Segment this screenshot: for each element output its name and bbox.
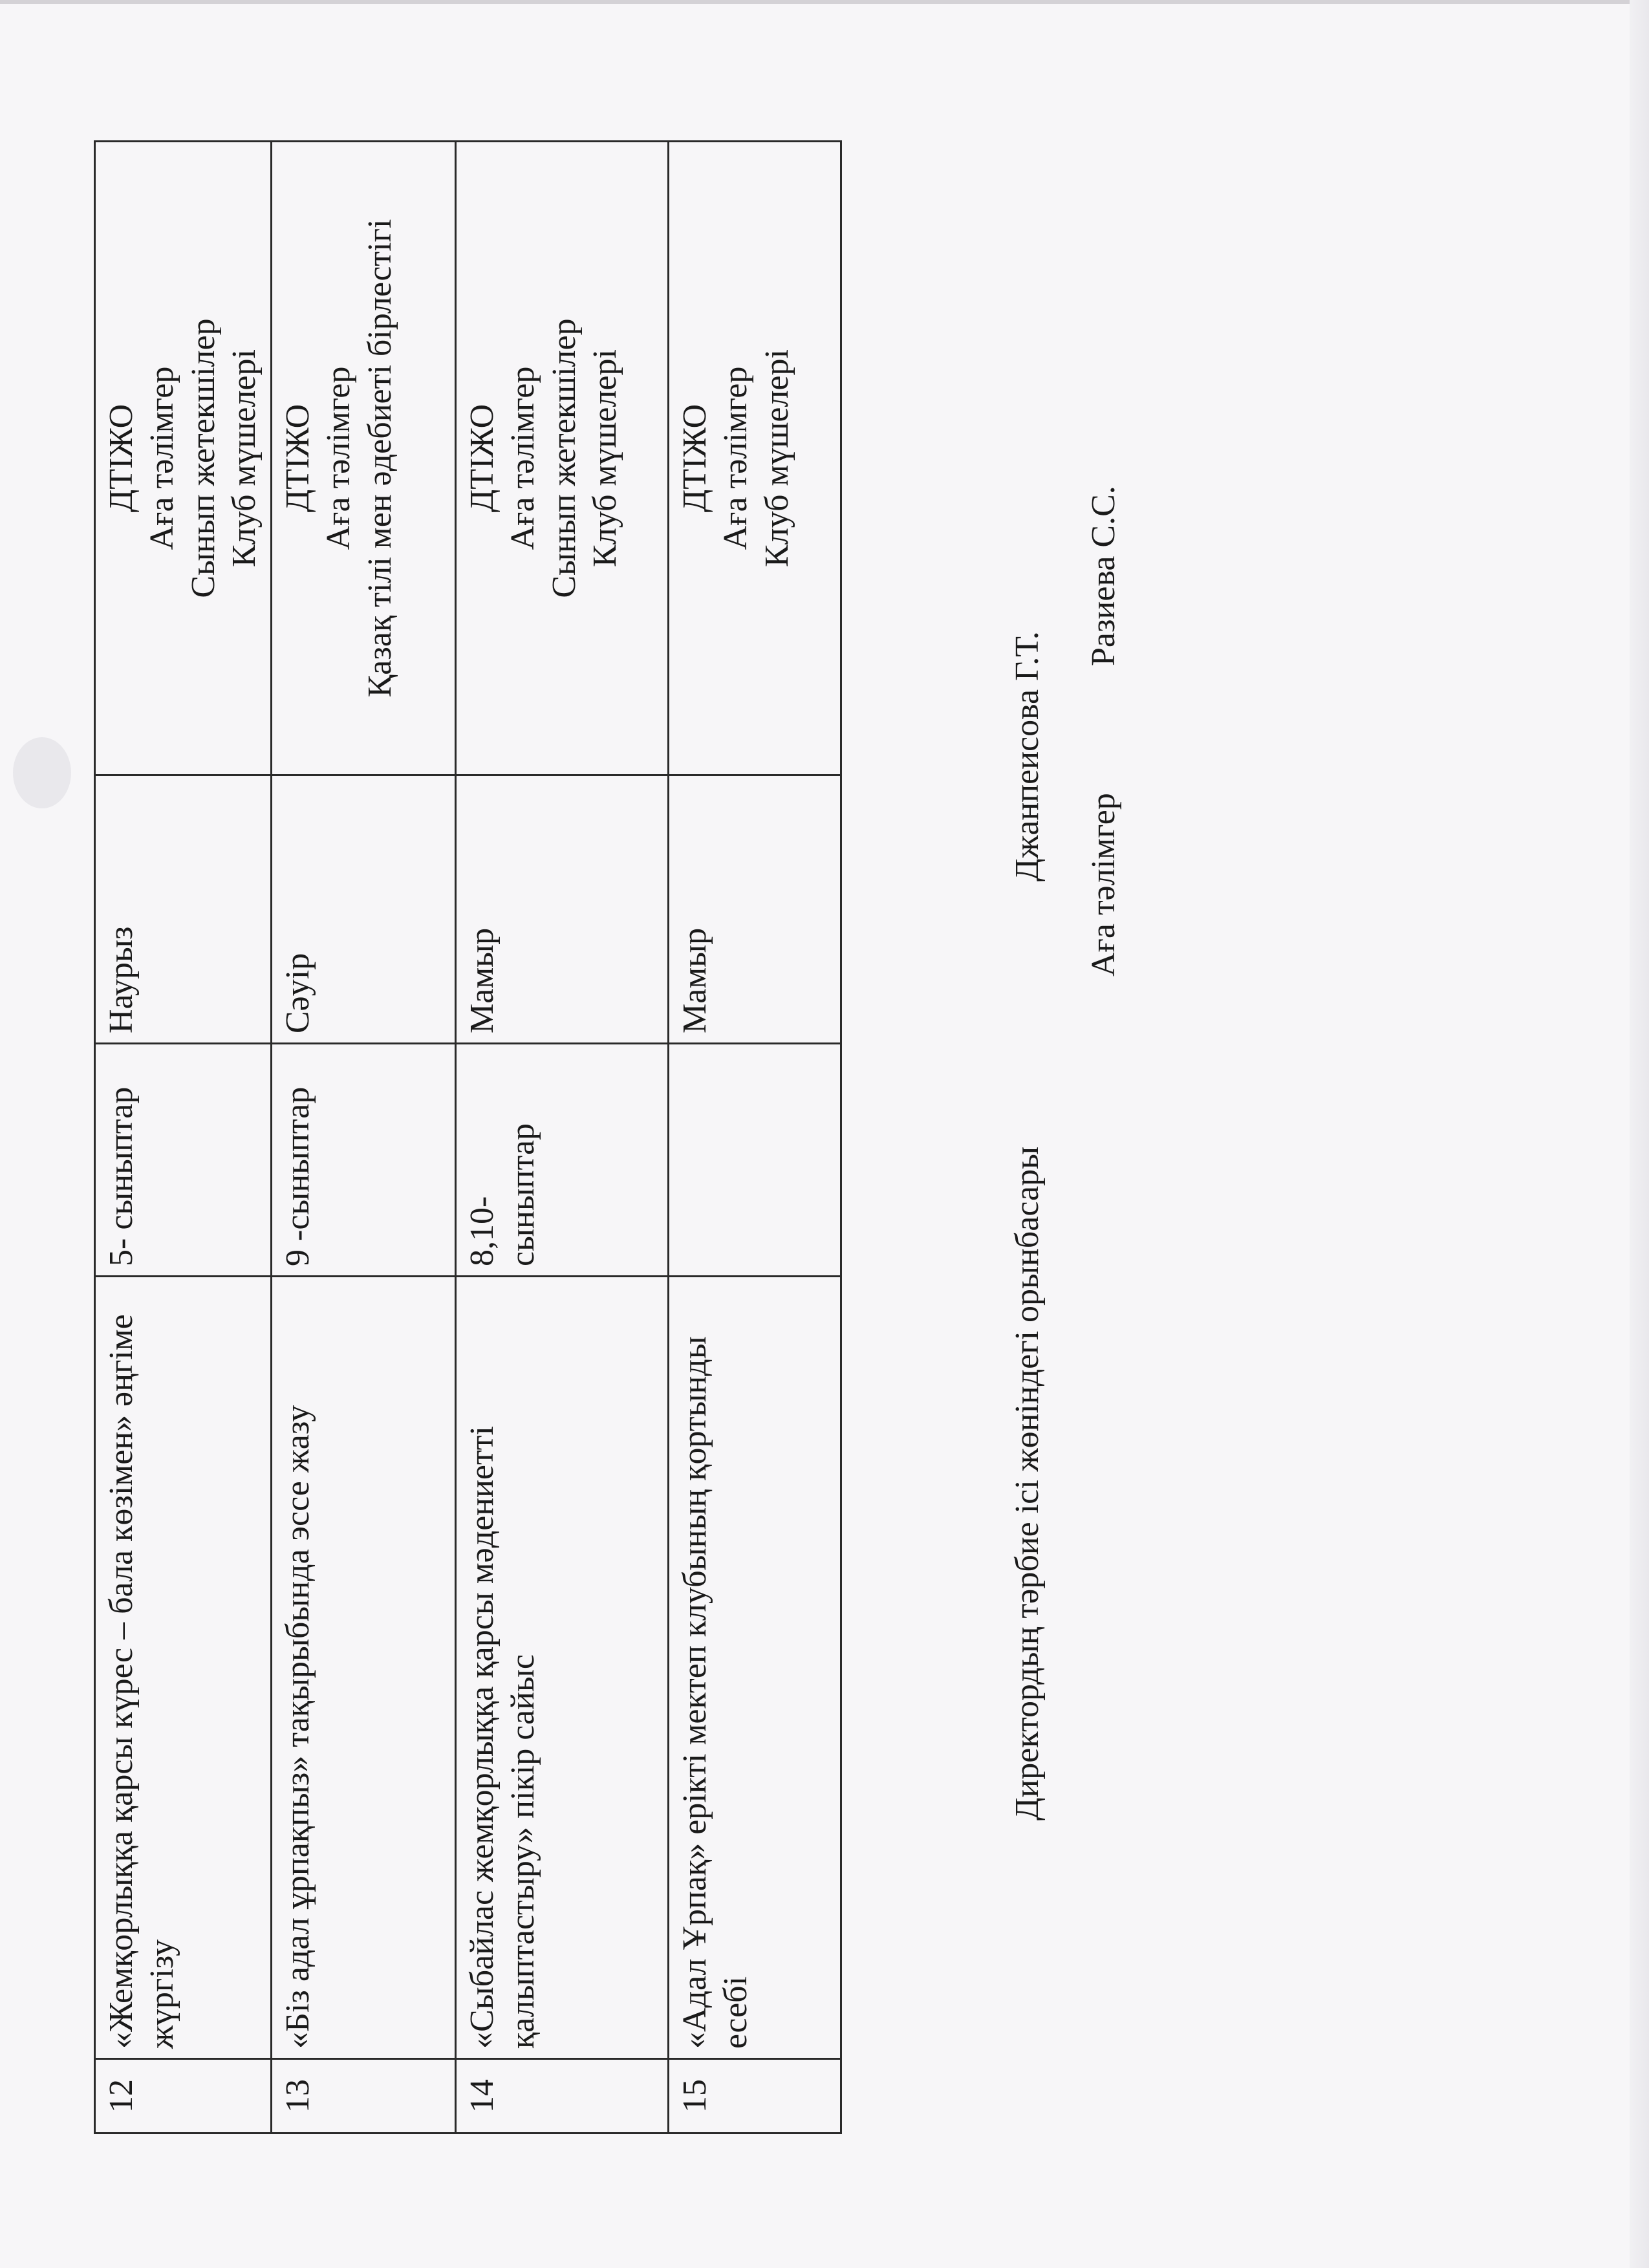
- responsible-line: Аға тәлімгер: [144, 366, 181, 550]
- participants-cell: 8,10- сыныптар: [455, 1044, 668, 1277]
- row-number: 13: [271, 2059, 455, 2133]
- event-cell: «Біз адал ұрпақпыз» тақырыбында эссе жазу: [271, 1277, 455, 2059]
- deputy-director-role: Директордың тәрбие ісі жөніндегі орынбасары: [1009, 1146, 1046, 1820]
- table-row: [95, 142, 272, 2133]
- responsible-line: Сынып жетекшілер: [545, 318, 583, 598]
- deputy-director-name: Джанпеисова Г.Т.: [1009, 631, 1046, 881]
- responsible-cell: [95, 142, 272, 775]
- date-cell: Сәуір: [271, 775, 455, 1044]
- responsible-line: ДТІЖО: [103, 404, 140, 513]
- table-row: [668, 142, 841, 2133]
- event-cell: «Сыбайлас жемқорлыққа қарсы мәдениетті қалыптастыру» пікір сайыс: [455, 1277, 668, 2059]
- responsible-line: Қазақ тілі мен әдебиеті бірлестігі: [361, 219, 398, 698]
- plan-table: [94, 140, 842, 2134]
- participants-cell: 5- сыныптар: [95, 1044, 272, 1277]
- responsible-line: Аға тәлімгер: [320, 366, 358, 550]
- date-cell: Мамыр: [455, 775, 668, 1044]
- senior-counselor-name: Разиева С.С.: [1085, 486, 1122, 666]
- senior-counselor-role: Аға тәлімгер: [1085, 793, 1122, 977]
- date-cell: Наурыз: [95, 775, 272, 1044]
- responsible-line: Клуб мүшелері: [226, 349, 263, 567]
- responsible-cell: [271, 142, 455, 775]
- responsible-line: Клуб мүшелері: [758, 349, 795, 567]
- scan-top-edge: [0, 0, 1649, 4]
- responsible-line: Сынып жетекшілер: [184, 318, 222, 598]
- row-number: 15: [668, 2059, 841, 2133]
- scan-right-edge: [1630, 0, 1649, 2268]
- table-row: [271, 142, 455, 2133]
- responsible-line: Аға тәлімгер: [504, 366, 542, 550]
- participants-cell: [668, 1044, 841, 1277]
- responsible-line: ДТІЖО: [463, 404, 501, 513]
- responsible-line: ДТІЖО: [676, 404, 713, 513]
- date-cell: Мамыр: [668, 775, 841, 1044]
- rotated-page: [94, 26, 1549, 2134]
- responsible-cell: [455, 142, 668, 775]
- paper-smudge: [13, 737, 71, 808]
- responsible-line: ДТІЖО: [279, 404, 316, 513]
- responsible-line: Клуб мүшелері: [587, 349, 624, 567]
- row-number: 14: [455, 2059, 668, 2133]
- participants-cell: 9 -сыныптар: [271, 1044, 455, 1277]
- row-number: 12: [95, 2059, 272, 2133]
- event-cell: «Жемқорлыққа қарсы күрес – бала көзімен» әңгіме жүргізу: [95, 1277, 272, 2059]
- event-cell: «Адал Ұрпақ» ерікті мектеп клубының қортынды есебі: [668, 1277, 841, 2059]
- table-row: [455, 142, 668, 2133]
- responsible-line: Аға тәлімгер: [717, 366, 755, 550]
- responsible-cell: [668, 142, 841, 775]
